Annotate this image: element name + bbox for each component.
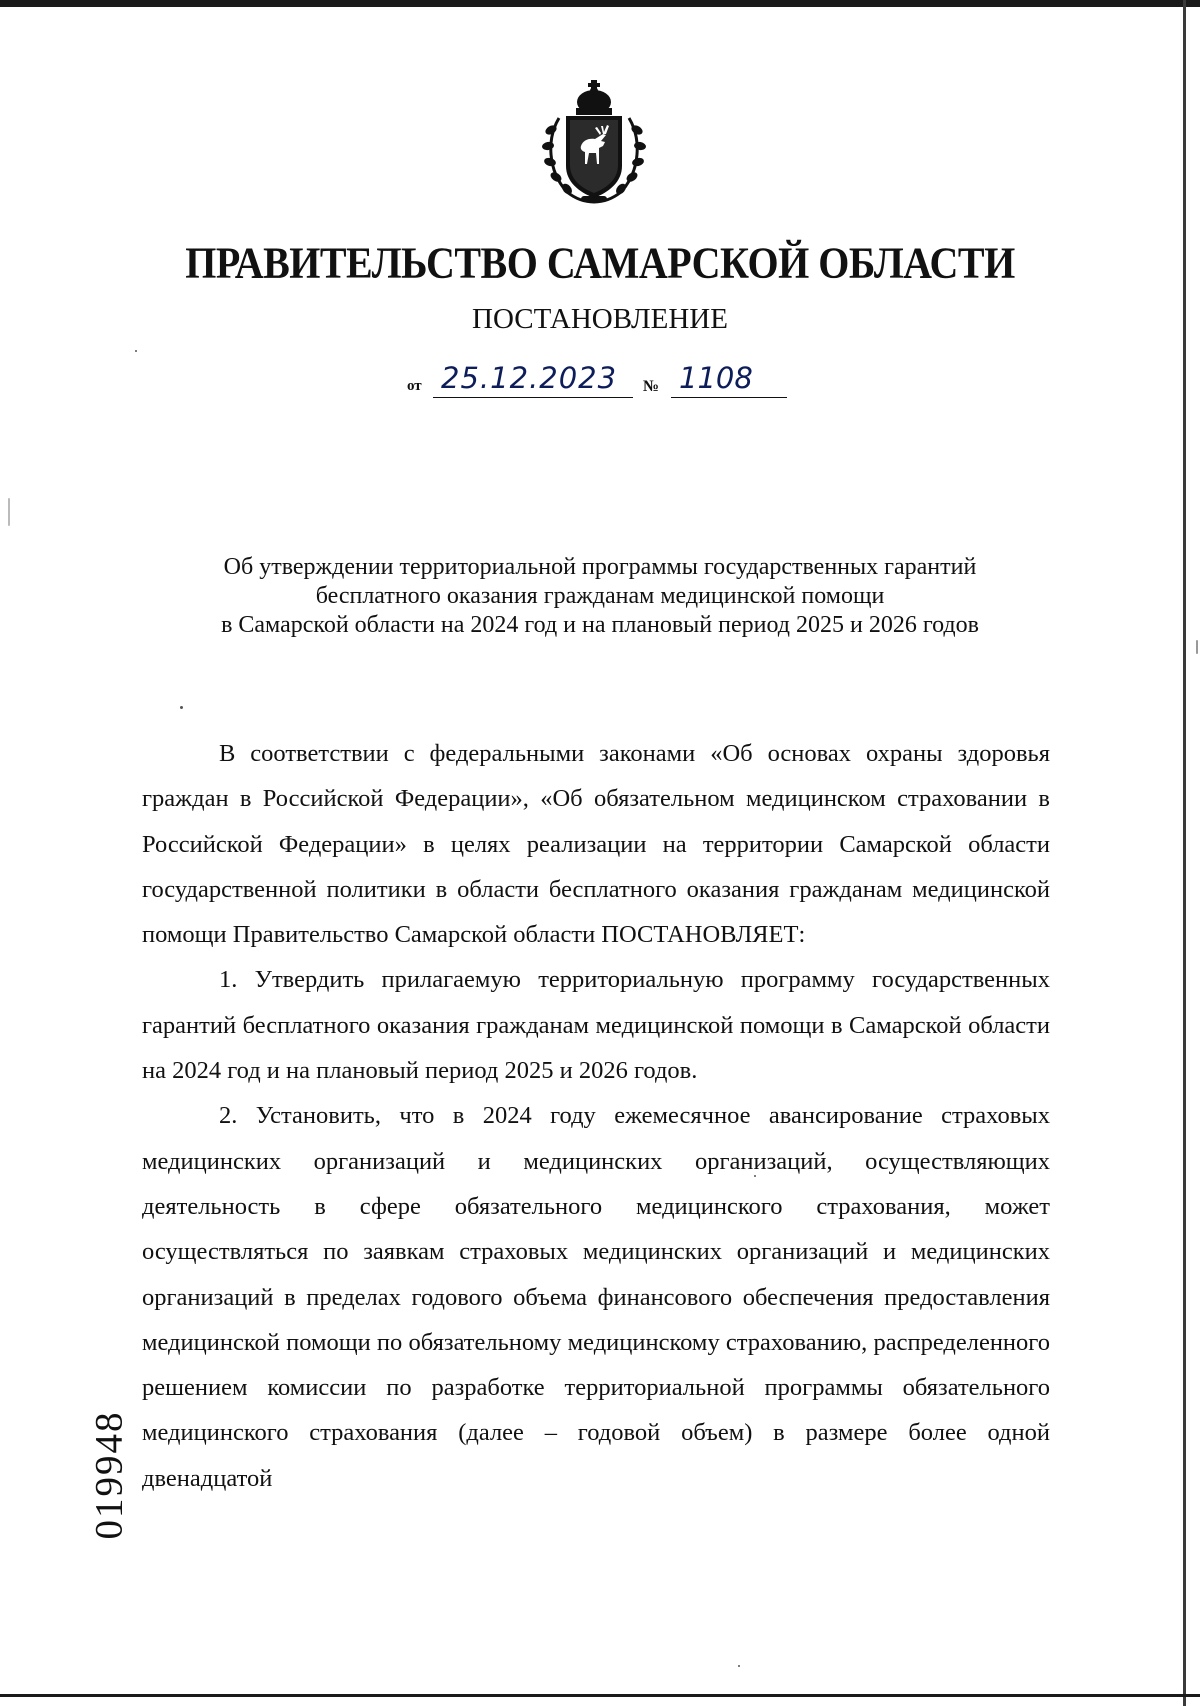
document-type: ПОСТАНОВЛЕНИЕ	[472, 303, 728, 335]
handwritten-date: 25.12.2023	[433, 360, 633, 398]
body-paragraph: 2. Установить, что в 2024 году ежемесячное авансирование страховых медицинских организаций и медицинских организаций, осуществляющих деятельность в сфере обязательного медицинского страхования, может осуществляться по заявкам страховых медицинских организаций и медицинских организаций в пределах годового объема финансового обеспечения предоставления медицинской помощи по обязательному медицинскому страхованию, распределенного решением комиссии по разработке территориальной программы обязательного медицинского страхования (далее – годовой объем) в размере более одной двенадцатой	[142, 1102, 1050, 1492]
scan-artifact	[754, 1175, 756, 1177]
scan-artifact	[180, 706, 183, 709]
number-prefix: №	[643, 378, 660, 395]
scan-artifact	[738, 1665, 740, 1667]
date-prefix: от	[407, 378, 422, 394]
samara-coat-of-arms-icon	[537, 78, 651, 208]
scan-artifact	[1196, 640, 1198, 654]
page-top-border	[0, 0, 1200, 7]
serial-number-text: 019948	[87, 1410, 131, 1540]
date-number-line	[407, 360, 787, 402]
scan-artifact	[8, 498, 10, 526]
document-subject	[140, 553, 1060, 640]
subject-line: бесплатного оказания гражданам медицинской помощи	[315, 583, 885, 609]
body-paragraph: В соответствии с федеральными законами «Об основах охраны здоровья граждан в Российской Федерации», «Об обязательном медицинском страховании в Российской Федерации» в целях реализации на территории Самарской области государственной политики в области бесплатного оказания гражданам медицинской помощи Правительство Самарской области ПОСТАНОВЛЯЕТ:	[142, 740, 1050, 949]
government-title: ПРАВИТЕЛЬСТВО САМАРСКОЙ ОБЛАСТИ	[185, 237, 1015, 288]
handwritten-number: 1108	[671, 360, 787, 398]
subject-line: Об утверждении территориальной программы государственных гарантий	[223, 554, 977, 580]
subject-line: в Самарской области на 2024 год и на плановый период 2025 и 2026 годов	[221, 612, 979, 638]
body-paragraph: 1. Утвердить прилагаемую территориальную программу государственных гарантий бесплатного оказания гражданам медицинской помощи в Самарской области на 2024 год и на плановый период 2025 и 2026 годов.	[142, 966, 1050, 1085]
scan-artifact	[135, 350, 137, 352]
document-body	[142, 731, 1050, 1501]
page-bottom-border	[0, 1694, 1200, 1697]
